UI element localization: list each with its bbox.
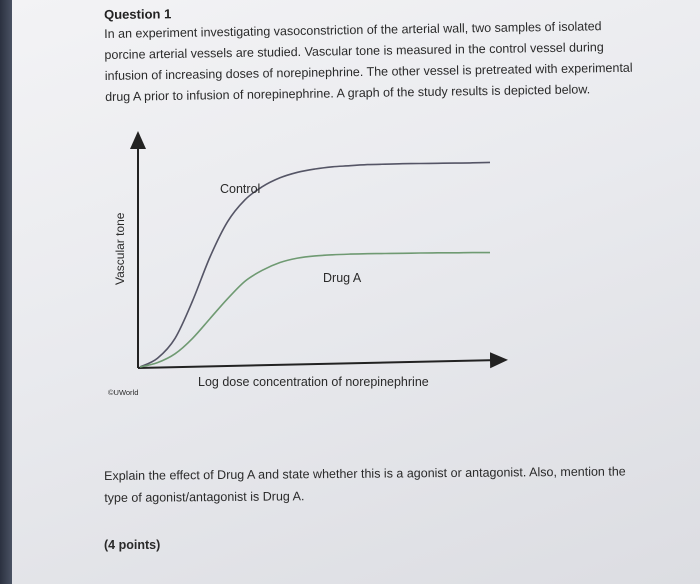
prompt-line: Explain the effect of Drug A and state whether this is a agonist or antagonist. Also, mention the (104, 464, 626, 483)
y-axis-label: Vascular tone (113, 212, 127, 285)
question-title: Question 1 (104, 6, 172, 22)
x-axis-label: Log dose concentration of norepinephrine (198, 375, 429, 389)
series-layer (140, 162, 490, 367)
uworld-watermark: ©UWorld (108, 388, 139, 397)
intro-line: drug A prior to infusion of norepinephrine. A graph of the study results is depicted below. (105, 82, 591, 104)
intro-line: In an experiment investigating vasoconstriction of the arterial wall, two samples of isolated (104, 19, 602, 41)
intro-line: infusion of increasing doses of norepinephrine. The other vessel is pretreated with experimental (104, 60, 633, 83)
series-label-drug-a: Drug A (323, 271, 362, 285)
series-line-control (140, 162, 490, 367)
background-edge (0, 0, 12, 584)
dose-response-chart (100, 125, 520, 415)
intro-line: porcine arterial vessels are studied. Vascular tone is measured in the control vessel during (104, 40, 604, 62)
question-prompt (104, 460, 679, 509)
chart-canvas (100, 125, 520, 415)
series-line-drug-a (140, 253, 490, 367)
question-intro (104, 15, 665, 108)
series-label-control: Control (220, 182, 261, 196)
prompt-line: type of agonist/antagonist is Drug A. (104, 489, 305, 505)
x-axis (138, 360, 500, 368)
points-value: (4 points) (104, 538, 161, 552)
